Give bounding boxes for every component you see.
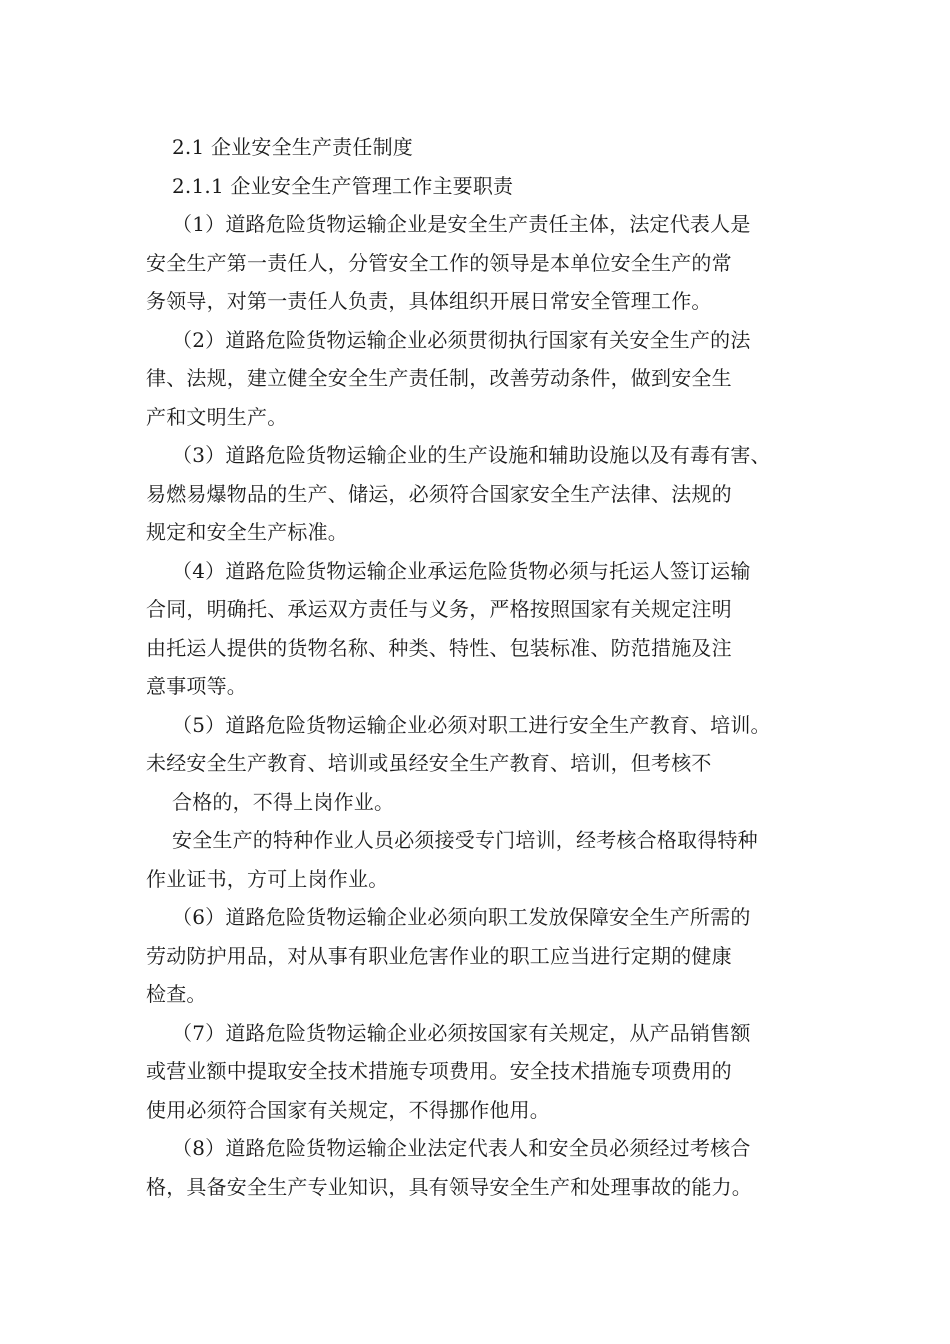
text-line: 使用必须符合国家有关规定，不得挪作他用。 xyxy=(146,1097,550,1122)
text-line: （3）道路危险货物运输企业的生产设施和辅助设施以及有毒有害、 xyxy=(172,443,771,467)
text-line: 安全生产第一责任人，分管安全工作的领导是本单位安全生产的常 xyxy=(146,250,732,275)
text-line: （1）道路危险货物运输企业是安全生产责任主体，法定代表人是 xyxy=(172,212,751,236)
text-line: 合格的，不得上岗作业。 xyxy=(172,789,395,814)
text-line: 检查。 xyxy=(146,982,207,1006)
text-line: 或营业额中提取安全技术措施专项费用。安全技术措施专项费用的 xyxy=(146,1059,732,1083)
text-line: （4）道路危险货物运输企业承运危险货物必须与托运人签订运输 xyxy=(172,558,751,583)
text-line: 合同，明确托、承运双方责任与义务，严格按照国家有关规定注明 xyxy=(146,597,732,621)
text-line: （2）道路危险货物运输企业必须贯彻执行国家有关安全生产的法 xyxy=(172,327,751,352)
text-line: （8）道路危险货物运输企业法定代表人和安全员必须经过考核合 xyxy=(172,1136,751,1160)
text-line: 意事项等。 xyxy=(146,674,247,698)
text-line: 务领导，对第一责任人负责，具体组织开展日常安全管理工作。 xyxy=(146,289,712,313)
text-line: 规定和安全生产标准。 xyxy=(146,520,348,544)
text-line: （5）道路危险货物运输企业必须对职工进行安全生产教育、培训。 xyxy=(172,712,771,737)
subsection-heading: 2.1.1 企业安全生产管理工作主要职责 xyxy=(172,173,514,198)
text-line: （7）道路危险货物运输企业必须按国家有关规定，从产品销售额 xyxy=(172,1020,751,1045)
text-line: 安全生产的特种作业人员必须接受专门培训，经考核合格取得特种 xyxy=(172,828,758,852)
paragraph-lines xyxy=(146,205,826,1206)
text-line: 由托运人提供的货物名称、种类、特性、包装标准、防范措施及注 xyxy=(146,635,732,660)
text-line: （6）道路危险货物运输企业必须向职工发放保障安全生产所需的 xyxy=(172,905,751,929)
text-line: 产和文明生产。 xyxy=(146,404,288,429)
text-line: 未经安全生产教育、培训或虽经安全生产教育、培训，但考核不 xyxy=(146,751,712,775)
text-line: 作业证书，方可上岗作业。 xyxy=(146,866,389,891)
text-line: 劳动防护用品，对从事有职业危害作业的职工应当进行定期的健康 xyxy=(146,943,732,968)
text-line: 易燃易爆物品的生产、储运，必须符合国家安全生产法律、法规的 xyxy=(146,481,732,506)
text-line: 律、法规，建立健全安全生产责任制，改善劳动条件，做到安全生 xyxy=(146,366,732,390)
text-line: 格，具备安全生产专业知识，具有领导安全生产和处理事故的能力。 xyxy=(146,1174,752,1199)
section-heading: 2.1 企业安全生产责任制度 xyxy=(172,135,413,159)
document-body xyxy=(146,128,826,1206)
